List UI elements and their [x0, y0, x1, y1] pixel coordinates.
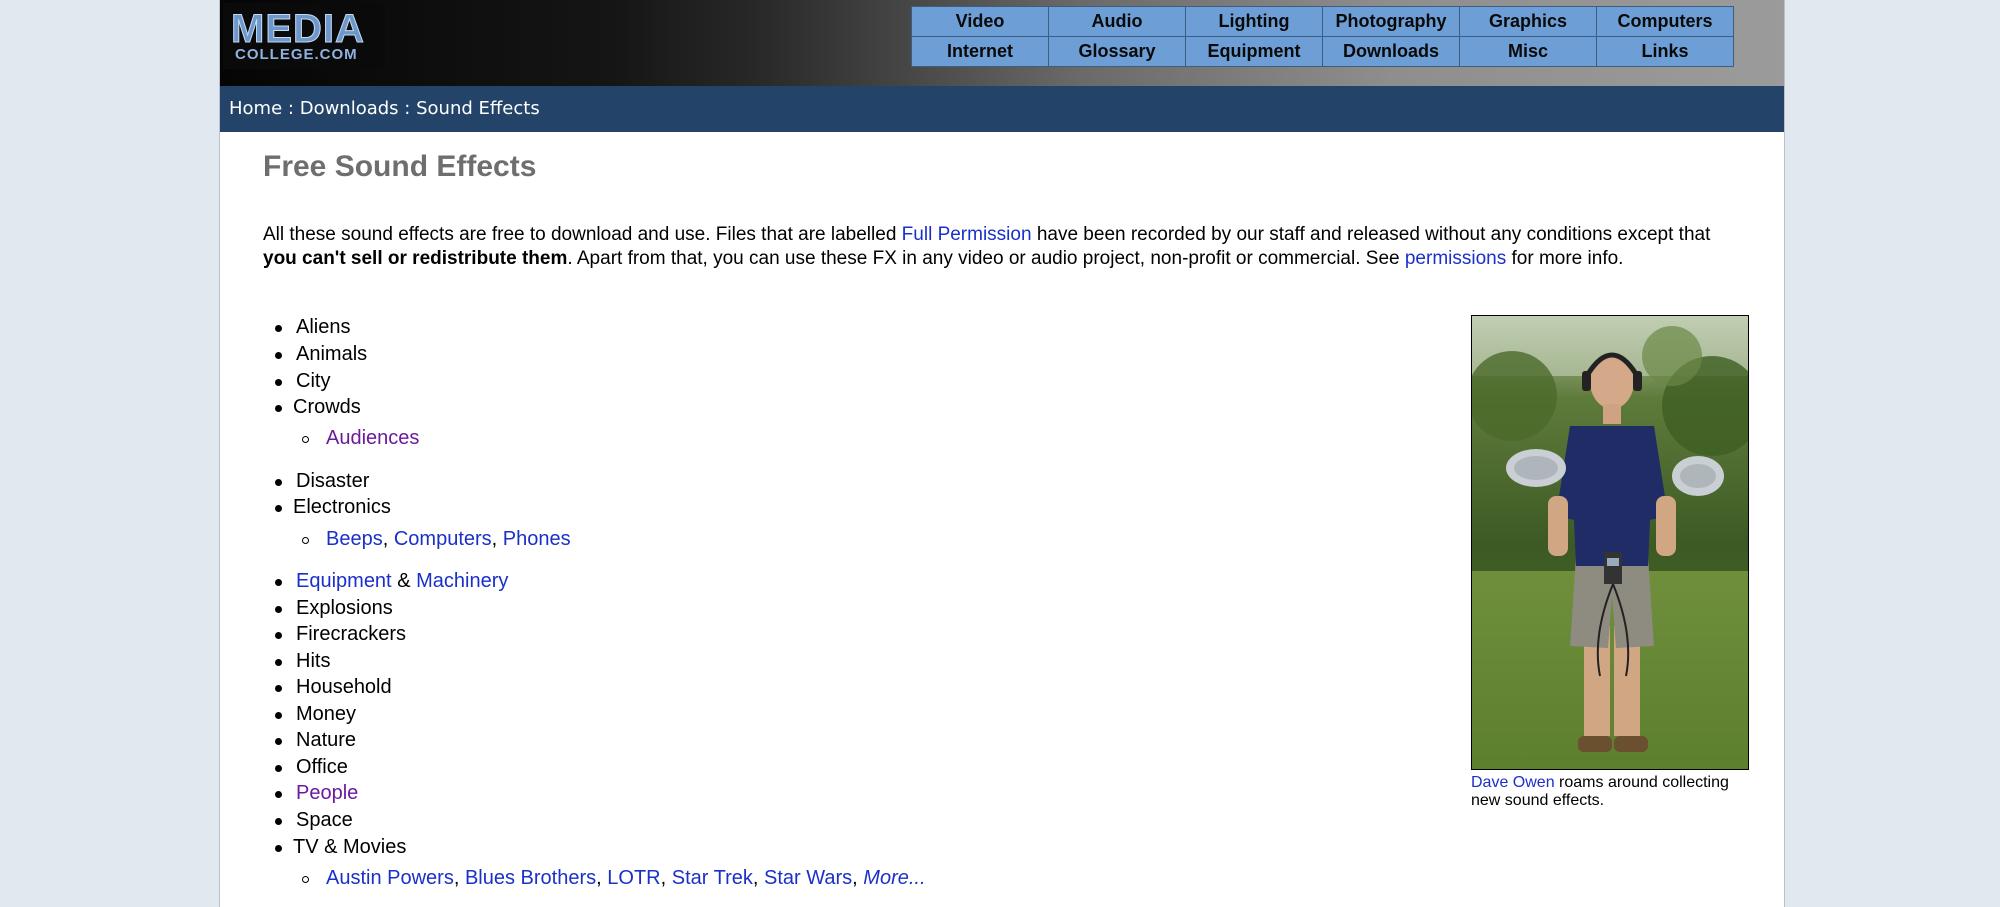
nav-links[interactable]: Links [1597, 37, 1734, 67]
nav-internet[interactable]: Internet [912, 37, 1049, 67]
sound-recordist-photo [1471, 315, 1749, 770]
logo-text-college: COLLEGE.COM [235, 46, 358, 63]
intro-text: . Apart from that, you can use these FX in any video or audio project, non-profit or commercial. See [567, 247, 1405, 269]
list-bullet [275, 738, 282, 745]
list-bullet [275, 791, 282, 798]
separator-comma: , [752, 867, 759, 889]
dave-owen-link[interactable]: Dave Owen [1471, 774, 1555, 791]
category-aliens[interactable]: Aliens [296, 316, 351, 338]
category-firecrackers[interactable]: Firecrackers [296, 623, 407, 645]
separator-comma: , [453, 867, 460, 889]
photo-illustration [1472, 316, 1749, 770]
photo-caption [1471, 774, 1756, 810]
category-animals[interactable]: Animals [296, 343, 368, 365]
category-city[interactable]: City [296, 370, 331, 392]
separator-comma: , [596, 867, 602, 889]
nav-photography[interactable]: Photography [1323, 7, 1460, 37]
category-electronics[interactable]: Electronics [293, 496, 391, 518]
separator-comma: , [660, 867, 667, 889]
category-office[interactable]: Office [296, 756, 348, 778]
list-bullet [275, 579, 282, 586]
site-header [220, 0, 1784, 86]
page-container [219, 0, 1785, 907]
breadcrumb-separator: : [287, 98, 294, 119]
nav-equipment[interactable]: Equipment [1186, 37, 1323, 67]
separator-comma: , [852, 867, 858, 889]
nav-video[interactable]: Video [912, 7, 1049, 37]
breadcrumb-downloads[interactable]: Downloads [299, 98, 399, 119]
main-nav [911, 6, 1734, 67]
category-crowds[interactable]: Crowds [293, 396, 361, 418]
category-household[interactable]: Household [296, 676, 392, 698]
category-nature[interactable]: Nature [296, 729, 357, 751]
permissions-link[interactable]: permissions [1404, 247, 1507, 269]
site-logo[interactable] [223, 3, 385, 69]
nav-audio[interactable]: Audio [1049, 7, 1186, 37]
subcategory-beeps[interactable]: Beeps [326, 528, 383, 550]
separator-comma: , [382, 528, 389, 550]
intro-bold-text: you can't sell or redistribute them [263, 247, 568, 269]
list-bullet [275, 685, 282, 692]
nav-lighting[interactable]: Lighting [1186, 7, 1323, 37]
list-bullet [275, 606, 282, 613]
breadcrumb-separator: : [404, 98, 411, 119]
category-people[interactable]: People [296, 782, 359, 804]
breadcrumb-current: Sound Effects [416, 98, 540, 119]
list-sub-bullet [302, 436, 309, 443]
category-explosions[interactable]: Explosions [296, 597, 393, 619]
list-bullet [275, 632, 282, 639]
equipment-machinery-item [296, 570, 508, 593]
nav-computers[interactable]: Computers [1597, 7, 1734, 37]
list-sub-bullet [302, 876, 309, 883]
list-bullet [275, 712, 282, 719]
intro-text: have been recorded by our staff and released without any conditions except that [1031, 224, 1711, 245]
list-bullet [275, 379, 282, 386]
caption-text: roams around collecting new sound effects. [1471, 774, 1729, 809]
full-permission-link[interactable]: Full Permission [901, 224, 1032, 245]
intro-text: for more info. [1506, 247, 1624, 269]
electronics-sublinks [326, 528, 571, 551]
nav-misc[interactable]: Misc [1460, 37, 1597, 67]
category-money[interactable]: Money [296, 703, 357, 725]
tv-movies-sublinks [326, 867, 926, 890]
separator-comma: , [491, 528, 498, 550]
ampersand-text: & [397, 570, 411, 592]
list-bullet [275, 479, 282, 486]
subcategory-star-wars[interactable]: Star Wars [764, 867, 853, 889]
intro-paragraph [263, 223, 1733, 270]
logo-text-media: MEDIA [231, 7, 365, 51]
nav-glossary[interactable]: Glossary [1049, 37, 1186, 67]
page-title: Free Sound Effects [263, 150, 537, 183]
nav-graphics[interactable]: Graphics [1460, 7, 1597, 37]
subcategory-computers[interactable]: Computers [393, 528, 492, 550]
subcategory-lotr[interactable]: LOTR [607, 867, 661, 889]
subcategory-star-trek[interactable]: Star Trek [671, 867, 753, 889]
subcategory-phones[interactable]: Phones [502, 528, 571, 550]
subcategory-blues-brothers[interactable]: Blues Brothers [464, 867, 597, 889]
list-bullet [275, 659, 282, 666]
intro-text: All these sound effects are free to download and use. Files that are labelled [263, 224, 902, 245]
list-bullet [275, 765, 282, 772]
subcategory-austin-powers[interactable]: Austin Powers [326, 867, 454, 889]
list-bullet [275, 405, 282, 412]
breadcrumb [220, 86, 1784, 132]
list-bullet [275, 325, 282, 332]
more-movies-link[interactable]: More... [863, 867, 926, 889]
nav-downloads[interactable]: Downloads [1323, 37, 1460, 67]
category-tv-movies[interactable]: TV & Movies [293, 836, 407, 858]
category-space[interactable]: Space [296, 809, 353, 831]
list-bullet [275, 505, 282, 512]
category-disaster[interactable]: Disaster [296, 470, 370, 492]
breadcrumb-home[interactable]: Home [229, 98, 283, 119]
list-bullet [275, 352, 282, 359]
subcategory-audiences[interactable]: Audiences [326, 427, 420, 449]
category-hits[interactable]: Hits [296, 650, 331, 672]
list-bullet [275, 818, 282, 825]
category-machinery[interactable]: Machinery [416, 570, 509, 592]
list-bullet [275, 845, 282, 852]
category-equipment[interactable]: Equipment [296, 570, 392, 592]
list-sub-bullet [302, 537, 309, 544]
